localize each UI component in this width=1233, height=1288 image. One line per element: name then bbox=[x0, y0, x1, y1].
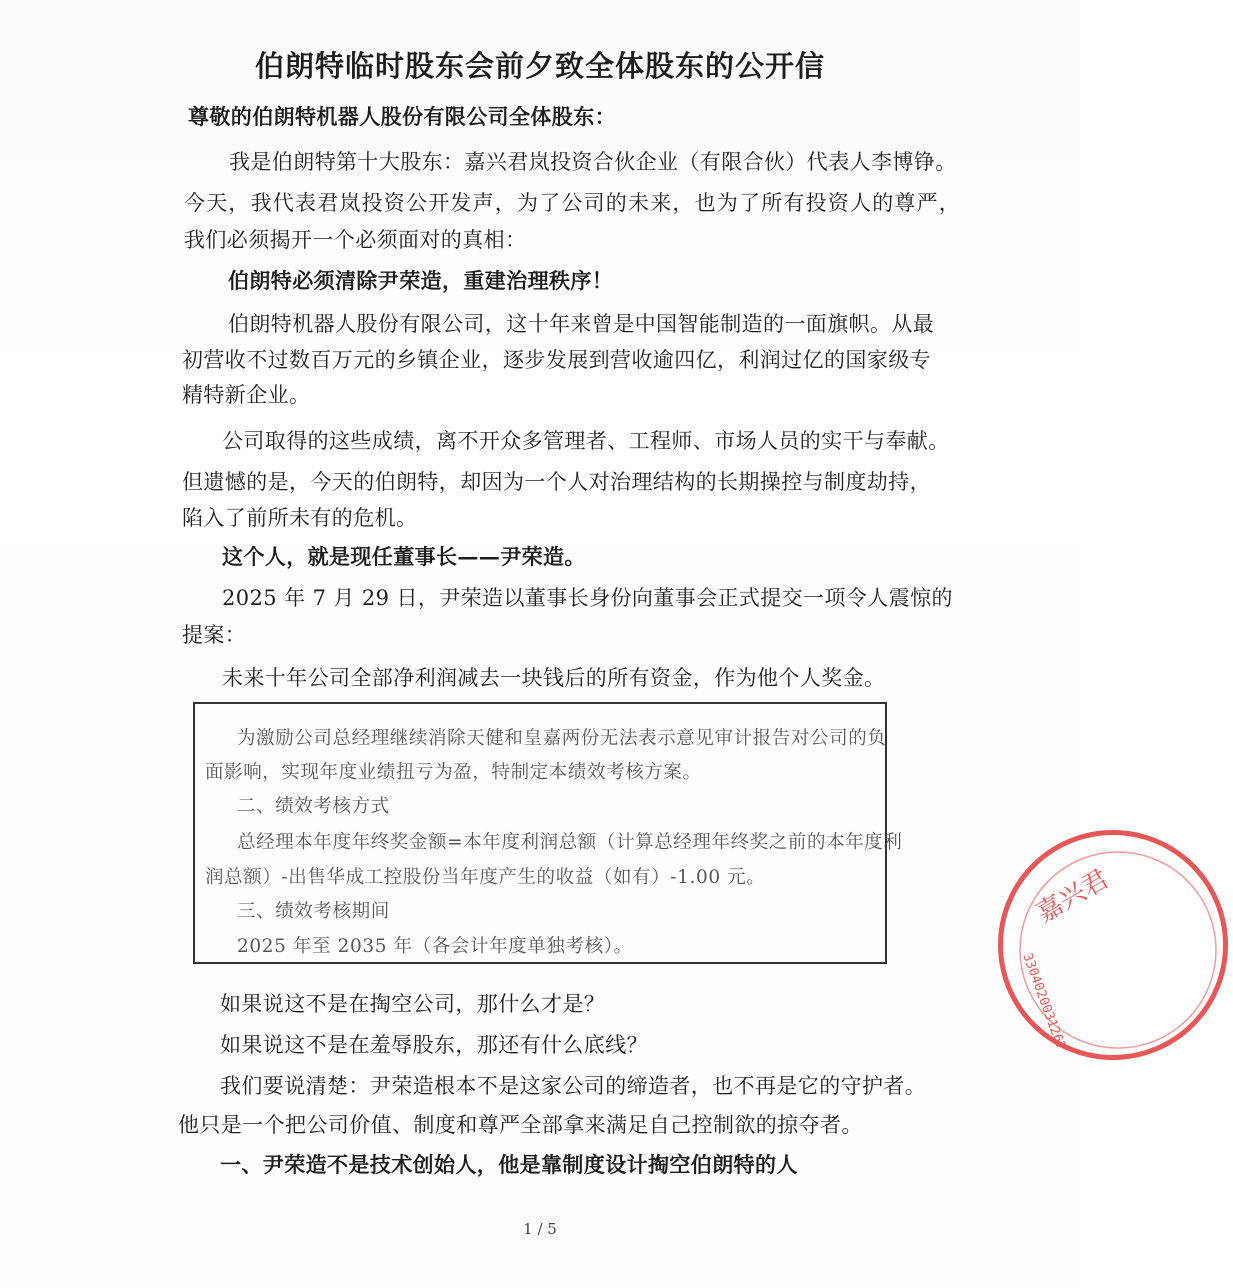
paragraph-3-line-3: 陷入了前所未有的危机。 bbox=[182, 506, 418, 530]
paragraph-4-line-2: 提案： bbox=[182, 623, 247, 647]
company-seal-stamp bbox=[998, 830, 1228, 1060]
paragraph-2-line-2: 初营收不过数百万元的乡镇企业，逐步发展到营收逾四亿，利润过亿的国家级专 bbox=[182, 348, 931, 372]
page-number: 1 / 5 bbox=[523, 1220, 557, 1238]
paragraph-3-line-2: 但遗憾的是，今天的伯朗特，却因为一个人对治理结构的长期操控与制度劫持， bbox=[182, 470, 931, 494]
paragraph-2-line-1: 伯朗特机器人股份有限公司，这十年来曾是中国智能制造的一面旗帜。从最 bbox=[228, 312, 935, 336]
quote-line-7: 2025 年至 2035 年（各会计年度单独考核）。 bbox=[237, 936, 633, 957]
seal-text: 嘉兴君 bbox=[1031, 864, 1115, 930]
paragraph-1-line-3: 我们必须揭开一个必须面对的真相： bbox=[184, 228, 527, 252]
paragraph-1-line-2: 今天，我代表君岚投资公开发声，为了公司的未来，也为了所有投资人的尊严， bbox=[184, 191, 961, 215]
quote-line-2: 面影响，实现年度业绩扭亏为盈，特制定本绩效考核方案。 bbox=[205, 762, 702, 783]
paragraph-4-line-1: 2025 年 7 月 29 日，尹荣造以董事长身份向董事会正式提交一项令人震惊的 bbox=[222, 586, 953, 610]
quote-line-3: 二、绩效考核方式 bbox=[237, 796, 390, 817]
quote-line-4: 总经理本年度年终奖金额=本年度利润总额（计算总经理年终奖之前的本年度利 bbox=[237, 832, 903, 853]
seal-code: 3304020031267 bbox=[1019, 951, 1069, 1052]
paragraph-6-line-2: 他只是一个把公司价值、制度和尊严全部拿来满足自己控制欲的掠夺者。 bbox=[178, 1113, 863, 1137]
paragraph-2-line-3: 精特新企业。 bbox=[182, 383, 311, 407]
paragraph-6-line-1: 我们要说清楚：尹荣造根本不是这家公司的缔造者，也不再是它的守护者。 bbox=[220, 1074, 927, 1098]
paragraph-5: 未来十年公司全部净利润减去一块钱后的所有资金，作为他个人奖金。 bbox=[222, 666, 886, 690]
salutation: 尊敬的伯朗特机器人股份有限公司全体股东： bbox=[188, 104, 616, 129]
quote-line-5: 润总额）-出售华成工控股份当年度产生的收益（如有）-1.00 元。 bbox=[205, 867, 766, 888]
question-1: 如果说这不是在掏空公司，那什么才是？ bbox=[220, 992, 606, 1016]
paragraph-3-line-1: 公司取得的这些成绩，离不开众多管理者、工程师、市场人员的实干与奉献。 bbox=[222, 429, 950, 453]
question-2: 如果说这不是在羞辱股东，那还有什么底线？ bbox=[220, 1033, 648, 1057]
letter-title: 伯朗特临时股东会前夕致全体股东的公开信 bbox=[254, 49, 825, 83]
quote-line-6: 三、绩效考核期间 bbox=[237, 901, 390, 922]
section-heading-1: 一、尹荣造不是技术创始人，他是靠制度设计掏空伯朗特的人 bbox=[220, 1152, 798, 1177]
paragraph-1-line-1: 我是伯朗特第十大股东：嘉兴君岚投资合伙企业（有限合伙）代表人李博铮。 bbox=[229, 150, 957, 174]
quoted-proposal-box bbox=[193, 702, 903, 964]
heading-chairman: 这个人，就是现任董事长——尹荣造。 bbox=[222, 544, 586, 569]
heading-demand: 伯朗特必须清除尹荣造，重建治理秩序！ bbox=[228, 268, 614, 293]
quote-line-1: 为激励公司总经理继续消除天健和皇嘉两份无法表示意见审计报告对公司的负 bbox=[237, 728, 887, 749]
